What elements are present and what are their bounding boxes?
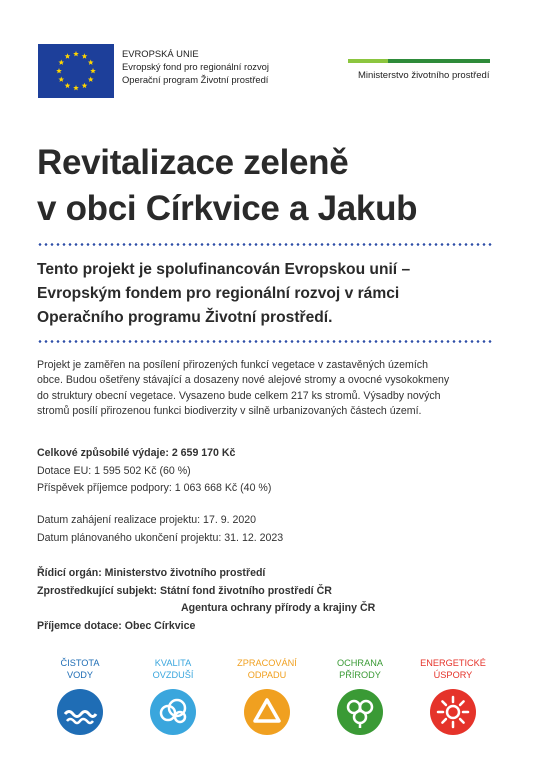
priority-label-line: VODY — [66, 670, 94, 680]
priority-label — [130, 657, 216, 683]
priority-label-line: ÚSPORY — [433, 670, 473, 680]
priority-energy — [410, 657, 496, 735]
priority-nature — [317, 657, 403, 735]
eu-line: EVROPSKÁ UNIE — [122, 48, 199, 59]
recipient: Příjemce dotace: Obec Církvice — [37, 619, 196, 632]
water-icon — [57, 689, 103, 735]
page-title — [37, 140, 417, 232]
nature-icon — [337, 689, 383, 735]
costs-block — [37, 445, 271, 498]
organisations-block — [37, 565, 375, 635]
subtitle — [37, 258, 499, 330]
title-line: Revitalizace zeleně — [37, 143, 349, 182]
priority-waste — [224, 657, 310, 735]
priority-label — [410, 657, 496, 683]
eu-line: Evropský fond pro regionální rozvoj — [122, 61, 269, 72]
dotted-divider — [37, 340, 493, 343]
priority-label-line: OVZDUŠÍ — [152, 670, 194, 680]
priority-air — [130, 657, 216, 735]
intermediate-body: Zprostředkující subjekt: Státní fond životního prostředí ČR — [37, 584, 332, 597]
priority-label-line: PŘÍRODY — [339, 670, 381, 680]
sun-icon — [430, 689, 476, 735]
subtitle-line: Tento projekt je spolufinancován Evropskou unií – — [37, 261, 411, 278]
description-line: obce. Budou ošetřeny stávající a dosazeny nové alejové stromy a ovocné vysokokmeny — [37, 374, 450, 387]
end-date: Datum plánovaného ukončení projektu: 31. 12. 2023 — [37, 531, 284, 544]
recycle-triangle-icon — [244, 689, 290, 735]
subtitle-line: Operačního programu Životní prostředí. — [37, 309, 333, 326]
priority-label-line: ZPRACOVÁNÍ — [237, 658, 297, 668]
priority-label — [317, 657, 403, 683]
start-date: Datum zahájení realizace projektu: 17. 9. 2020 — [37, 514, 257, 526]
subtitle-line: Evropským fondem pro regionální rozvoj v rámci — [37, 285, 400, 302]
priority-water — [37, 657, 123, 735]
eu-line: Operační program Životní prostředí — [122, 74, 269, 85]
priority-label-line: ENERGETICKÉ — [420, 658, 486, 668]
eu-flag-icon — [38, 44, 114, 98]
priority-label — [224, 657, 310, 683]
priority-label — [37, 657, 123, 683]
cloud-icon — [150, 689, 196, 735]
dates-block — [37, 512, 283, 547]
ministry-name: Ministerstvo životního prostředí — [358, 70, 490, 81]
intermediate-body-2: Agentura ochrany přírody a krajiny ČR — [181, 602, 376, 615]
total-costs: Celkové způsobilé výdaje: 2 659 170 Kč — [37, 447, 236, 459]
description-line: stromů posílí přirozenou funkci biodiverzity v silně urbanizovaných částech území. — [37, 405, 422, 418]
priority-label-line: OCHRANA — [337, 658, 383, 668]
project-description — [37, 358, 449, 420]
description-line: Projekt je zaměřen na posílení přirozených funkcí vegetace v zastavěných územích — [37, 359, 428, 371]
eu-subsidy: Dotace EU: 1 595 502 Kč (60 %) — [37, 464, 191, 477]
managing-authority: Řídicí orgán: Ministerstvo životního prostředí — [37, 567, 266, 579]
priority-label-line: KVALITA — [154, 658, 192, 668]
ministry-logo-bar — [348, 59, 490, 63]
priority-label-line: ODPADU — [247, 670, 287, 680]
description-line: do struktury obecní vegetace. Vysazeno bude celkem 217 ks stromů. Výsadby nových — [37, 389, 441, 402]
priority-label-line: ČISTOTA — [60, 658, 100, 668]
own-contribution: Příspěvek příjemce podpory: 1 063 668 Kč (40 %) — [37, 482, 272, 495]
dotted-divider — [37, 243, 493, 246]
eu-text — [122, 47, 269, 86]
title-line: v obci Církvice a Jakub — [37, 189, 418, 228]
